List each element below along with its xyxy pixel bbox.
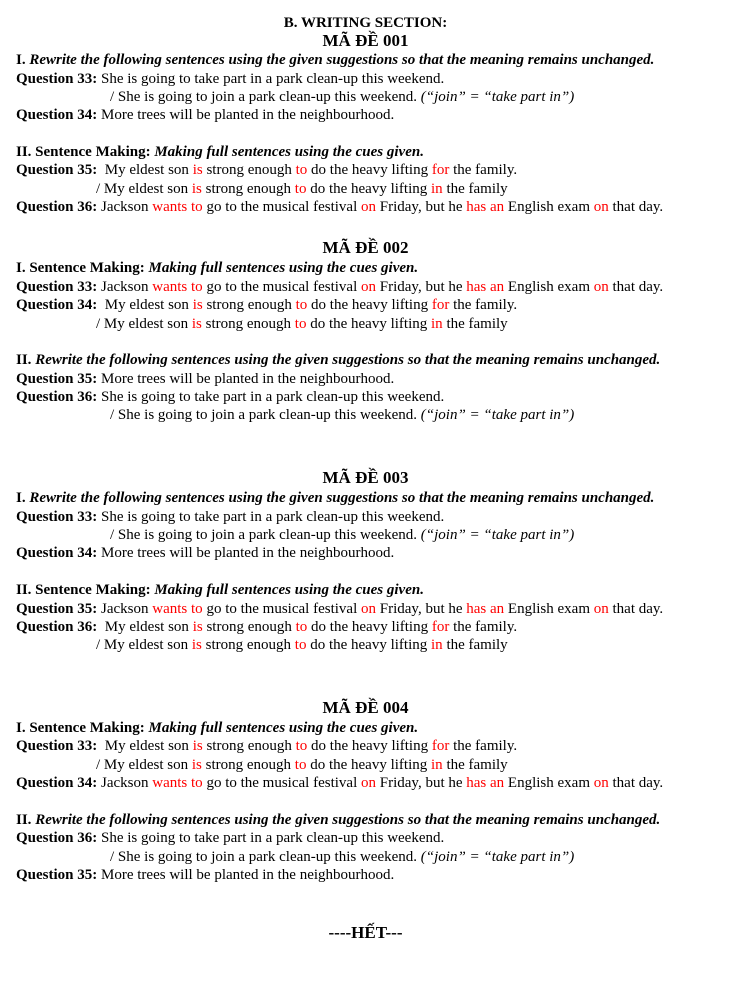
q35-004: Question 35: More trees will be planted in the neighbourhood. — [16, 867, 395, 883]
q35-002: Question 35: More trees will be planted in the neighbourhood. — [16, 371, 395, 387]
section-title: B. WRITING SECTION: — [283, 15, 448, 31]
heading-001-rewrite: I. Rewrite the following sentences using the given suggestions so that the meaning remains unchanged. — [16, 52, 655, 68]
q34-002-answer: / My eldest son is strong enough to do the heavy lifting in the family — [96, 316, 508, 332]
exam-code-003: MÃ ĐỀ 003 — [322, 468, 409, 487]
q34-003: Question 34: More trees will be planted in the neighbourhood. — [16, 545, 395, 561]
q33-002: Question 33: Jackson wants to go to the musical festival on Friday, but he has an English exam on that day. — [16, 279, 664, 295]
q35-003: Question 35: Jackson wants to go to the musical festival on Friday, but he has an English exam on that day. — [16, 601, 664, 617]
q33-003: Question 33: She is going to take part in a park clean-up this weekend. — [16, 509, 445, 525]
q36-001: Question 36: Jackson wants to go to the musical festival on Friday, but he has an English exam on that day. — [16, 199, 664, 215]
q35-001: Question 35: My eldest son is strong enough to do the heavy lifting for the family. — [16, 162, 518, 178]
q33-001-answer: / She is going to join a park clean-up this weekend. (“join” = “take part in”) — [110, 89, 575, 105]
heading-001-making: II. Sentence Making: Making full sentences using the cues given. — [16, 144, 424, 160]
heading-003-making: II. Sentence Making: Making full sentences using the cues given. — [16, 582, 424, 598]
q33-004: Question 33: My eldest son is strong enough to do the heavy lifting for the family. — [16, 738, 518, 754]
q36-002-answer: / She is going to join a park clean-up this weekend. (“join” = “take part in”) — [110, 407, 575, 423]
q33-004-answer: / My eldest son is strong enough to do the heavy lifting in the family — [96, 757, 508, 773]
heading-002-rewrite: II. Rewrite the following sentences using the given suggestions so that the meaning remains unchanged. — [16, 352, 661, 368]
q33-003-answer: / She is going to join a park clean-up this weekend. (“join” = “take part in”) — [110, 527, 575, 543]
q36-002: Question 36: She is going to take part in a park clean-up this weekend. — [16, 389, 445, 405]
q35-001-answer: / My eldest son is strong enough to do the heavy lifting in the family — [96, 181, 508, 197]
heading-004-rewrite: II. Rewrite the following sentences using the given suggestions so that the meaning remains unchanged. — [16, 812, 661, 828]
exam-code-004: MÃ ĐỀ 004 — [322, 698, 409, 717]
q36-003: Question 36: My eldest son is strong enough to do the heavy lifting for the family. — [16, 619, 518, 635]
exam-code-001: MÃ ĐỀ 001 — [322, 31, 409, 50]
q36-003-answer: / My eldest son is strong enough to do the heavy lifting in the family — [96, 637, 508, 653]
q34-001: Question 34: More trees will be planted in the neighbourhood. — [16, 107, 395, 123]
q34-004: Question 34: Jackson wants to go to the musical festival on Friday, but he has an English exam on that day. — [16, 775, 664, 791]
heading-004-making: I. Sentence Making: Making full sentences using the cues given. — [16, 720, 419, 736]
heading-002-making: I. Sentence Making: Making full sentences using the cues given. — [16, 260, 419, 276]
q33-001: Question 33: She is going to take part in a park clean-up this weekend. — [16, 71, 445, 87]
heading-003-rewrite: I. Rewrite the following sentences using the given suggestions so that the meaning remains unchanged. — [16, 490, 655, 506]
exam-code-002: MÃ ĐỀ 002 — [322, 238, 409, 257]
end-marker: ----HẾT--- — [328, 923, 403, 942]
q34-002: Question 34: My eldest son is strong enough to do the heavy lifting for the family. — [16, 297, 518, 313]
q36-004: Question 36: She is going to take part in a park clean-up this weekend. — [16, 830, 445, 846]
q36-004-answer: / She is going to join a park clean-up this weekend. (“join” = “take part in”) — [110, 849, 575, 865]
